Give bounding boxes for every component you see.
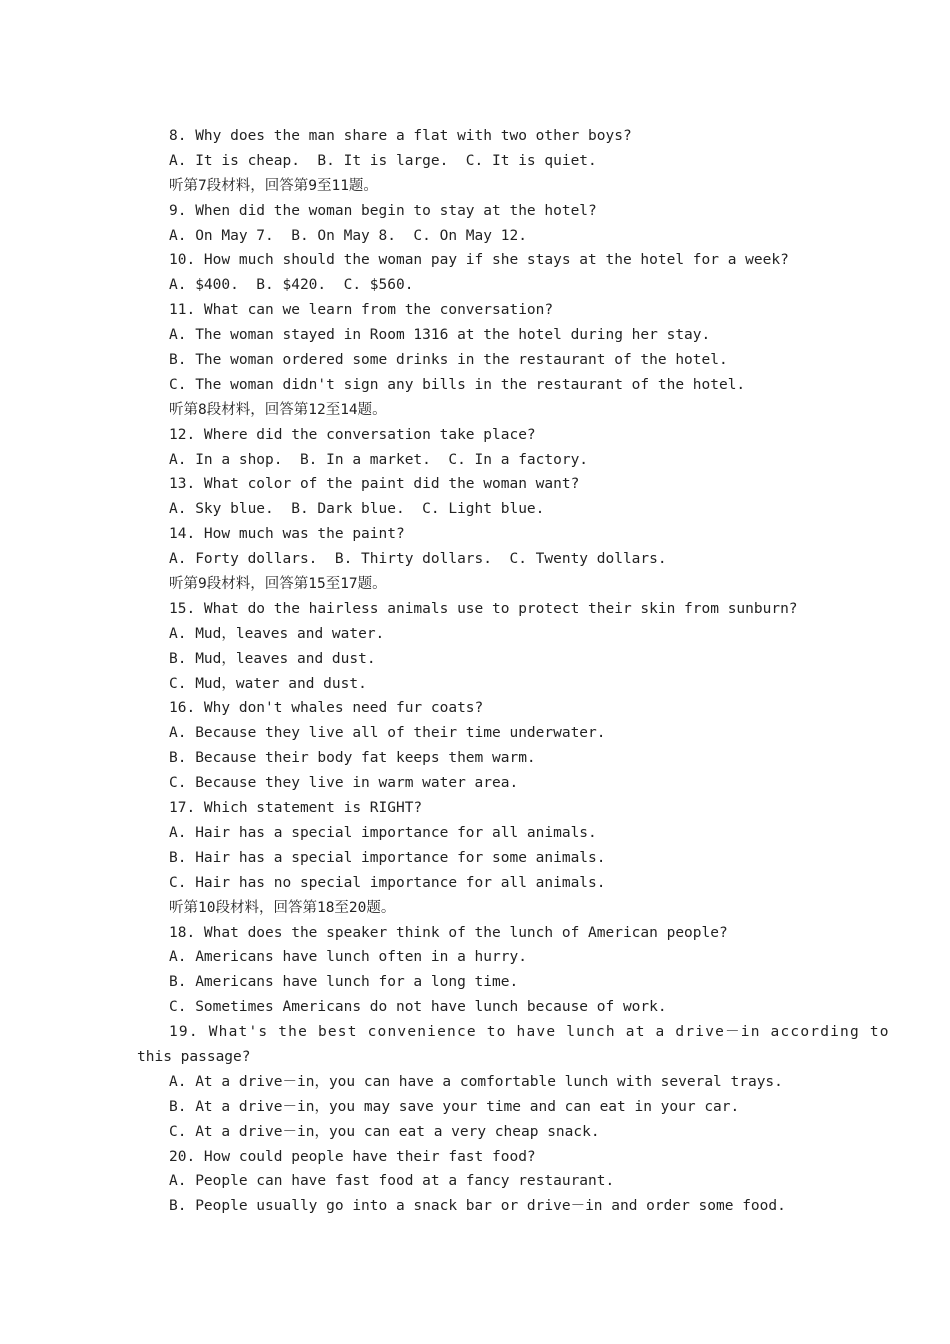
option-20a: A. People can have fast food at a fancy restaurant. [169,1173,615,1190]
option-16a: A. Because they live all of their time underwater. [169,725,606,742]
option-16b: B. Because their body fat keeps them warm. [169,750,536,767]
question-15: 15. What do the hairless animals use to protect their skin from sunburn? [169,600,798,617]
question-20: 20. How could people have their fast food? [169,1148,536,1165]
option-19c: C. At a drive－in，you can eat a very cheap snack. [169,1123,600,1140]
question-11: 11. What can we learn from the conversation? [169,302,554,319]
option-16c: C. Because they live in warm water area. [169,775,519,792]
option-17a: A. Hair has a special importance for all animals. [169,824,597,841]
options-10: A. $400. B. $420. C. $560. [169,277,414,294]
option-11a: A. The woman stayed in Room 1316 at the hotel during her stay. [169,327,711,344]
options-14: A. Forty dollars. B. Thirty dollars. C. Twenty dollars. [169,551,667,568]
option-15b: B. Mud，leaves and dust. [169,650,376,667]
question-12: 12. Where did the conversation take place? [169,426,536,443]
option-20b: B. People usually go into a snack bar or drive－in and order some food. [169,1198,786,1215]
question-19-continuation: this passage? [137,1048,251,1065]
option-17b: B. Hair has a special importance for some animals. [169,849,606,866]
section-header-9: 听第9段材料，回答第15至17题。 [169,576,387,593]
options-8: A. It is cheap. B. It is large. C. It is quiet. [169,152,597,169]
option-18c: C. Sometimes Americans do not have lunch because of work. [169,999,667,1016]
question-18: 18. What does the speaker think of the lunch of American people? [169,924,728,941]
option-15c: C. Mud，water and dust. [169,675,367,692]
question-13: 13. What color of the paint did the woman want? [169,476,580,493]
question-9: 9. When did the woman begin to stay at the hotel? [169,202,597,219]
question-19: 19. What's the best convenience to have lunch at a drive－in according to [169,1024,890,1041]
section-header-8: 听第8段材料，回答第12至14题。 [169,401,387,418]
option-19a: A. At a drive－in，you can have a comfortable lunch with several trays. [169,1073,783,1090]
options-13: A. Sky blue. B. Dark blue. C. Light blue. [169,501,545,518]
option-11b: B. The woman ordered some drinks in the restaurant of the hotel. [169,352,728,369]
question-8: 8. Why does the man share a flat with two other boys? [169,128,632,144]
question-10: 10. How much should the woman pay if she stays at the hotel for a week? [169,252,789,269]
options-9: A. On May 7. B. On May 8. C. On May 12. [169,227,527,244]
document-page [0,124,950,1219]
option-17c: C. Hair has no special importance for all animals. [169,874,606,891]
option-18b: B. Americans have lunch for a long time. [169,974,519,991]
option-15a: A. Mud，leaves and water. [169,625,385,642]
options-12: A. In a shop. B. In a market. C. In a factory. [169,451,589,468]
section-header-10: 听第10段材料，回答第18至20题。 [169,899,396,916]
question-17: 17. Which statement is RIGHT? [169,800,423,817]
option-19b: B. At a drive－in，you may save your time and can eat in your car. [169,1098,740,1115]
option-11c: C. The woman didn't sign any bills in the restaurant of the hotel. [169,376,746,393]
option-18a: A. Americans have lunch often in a hurry. [169,949,527,966]
question-16: 16. Why don't whales need fur coats? [169,700,484,717]
section-header-7: 听第7段材料，回答第9至11题。 [169,177,378,194]
question-14: 14. How much was the paint? [169,526,405,543]
